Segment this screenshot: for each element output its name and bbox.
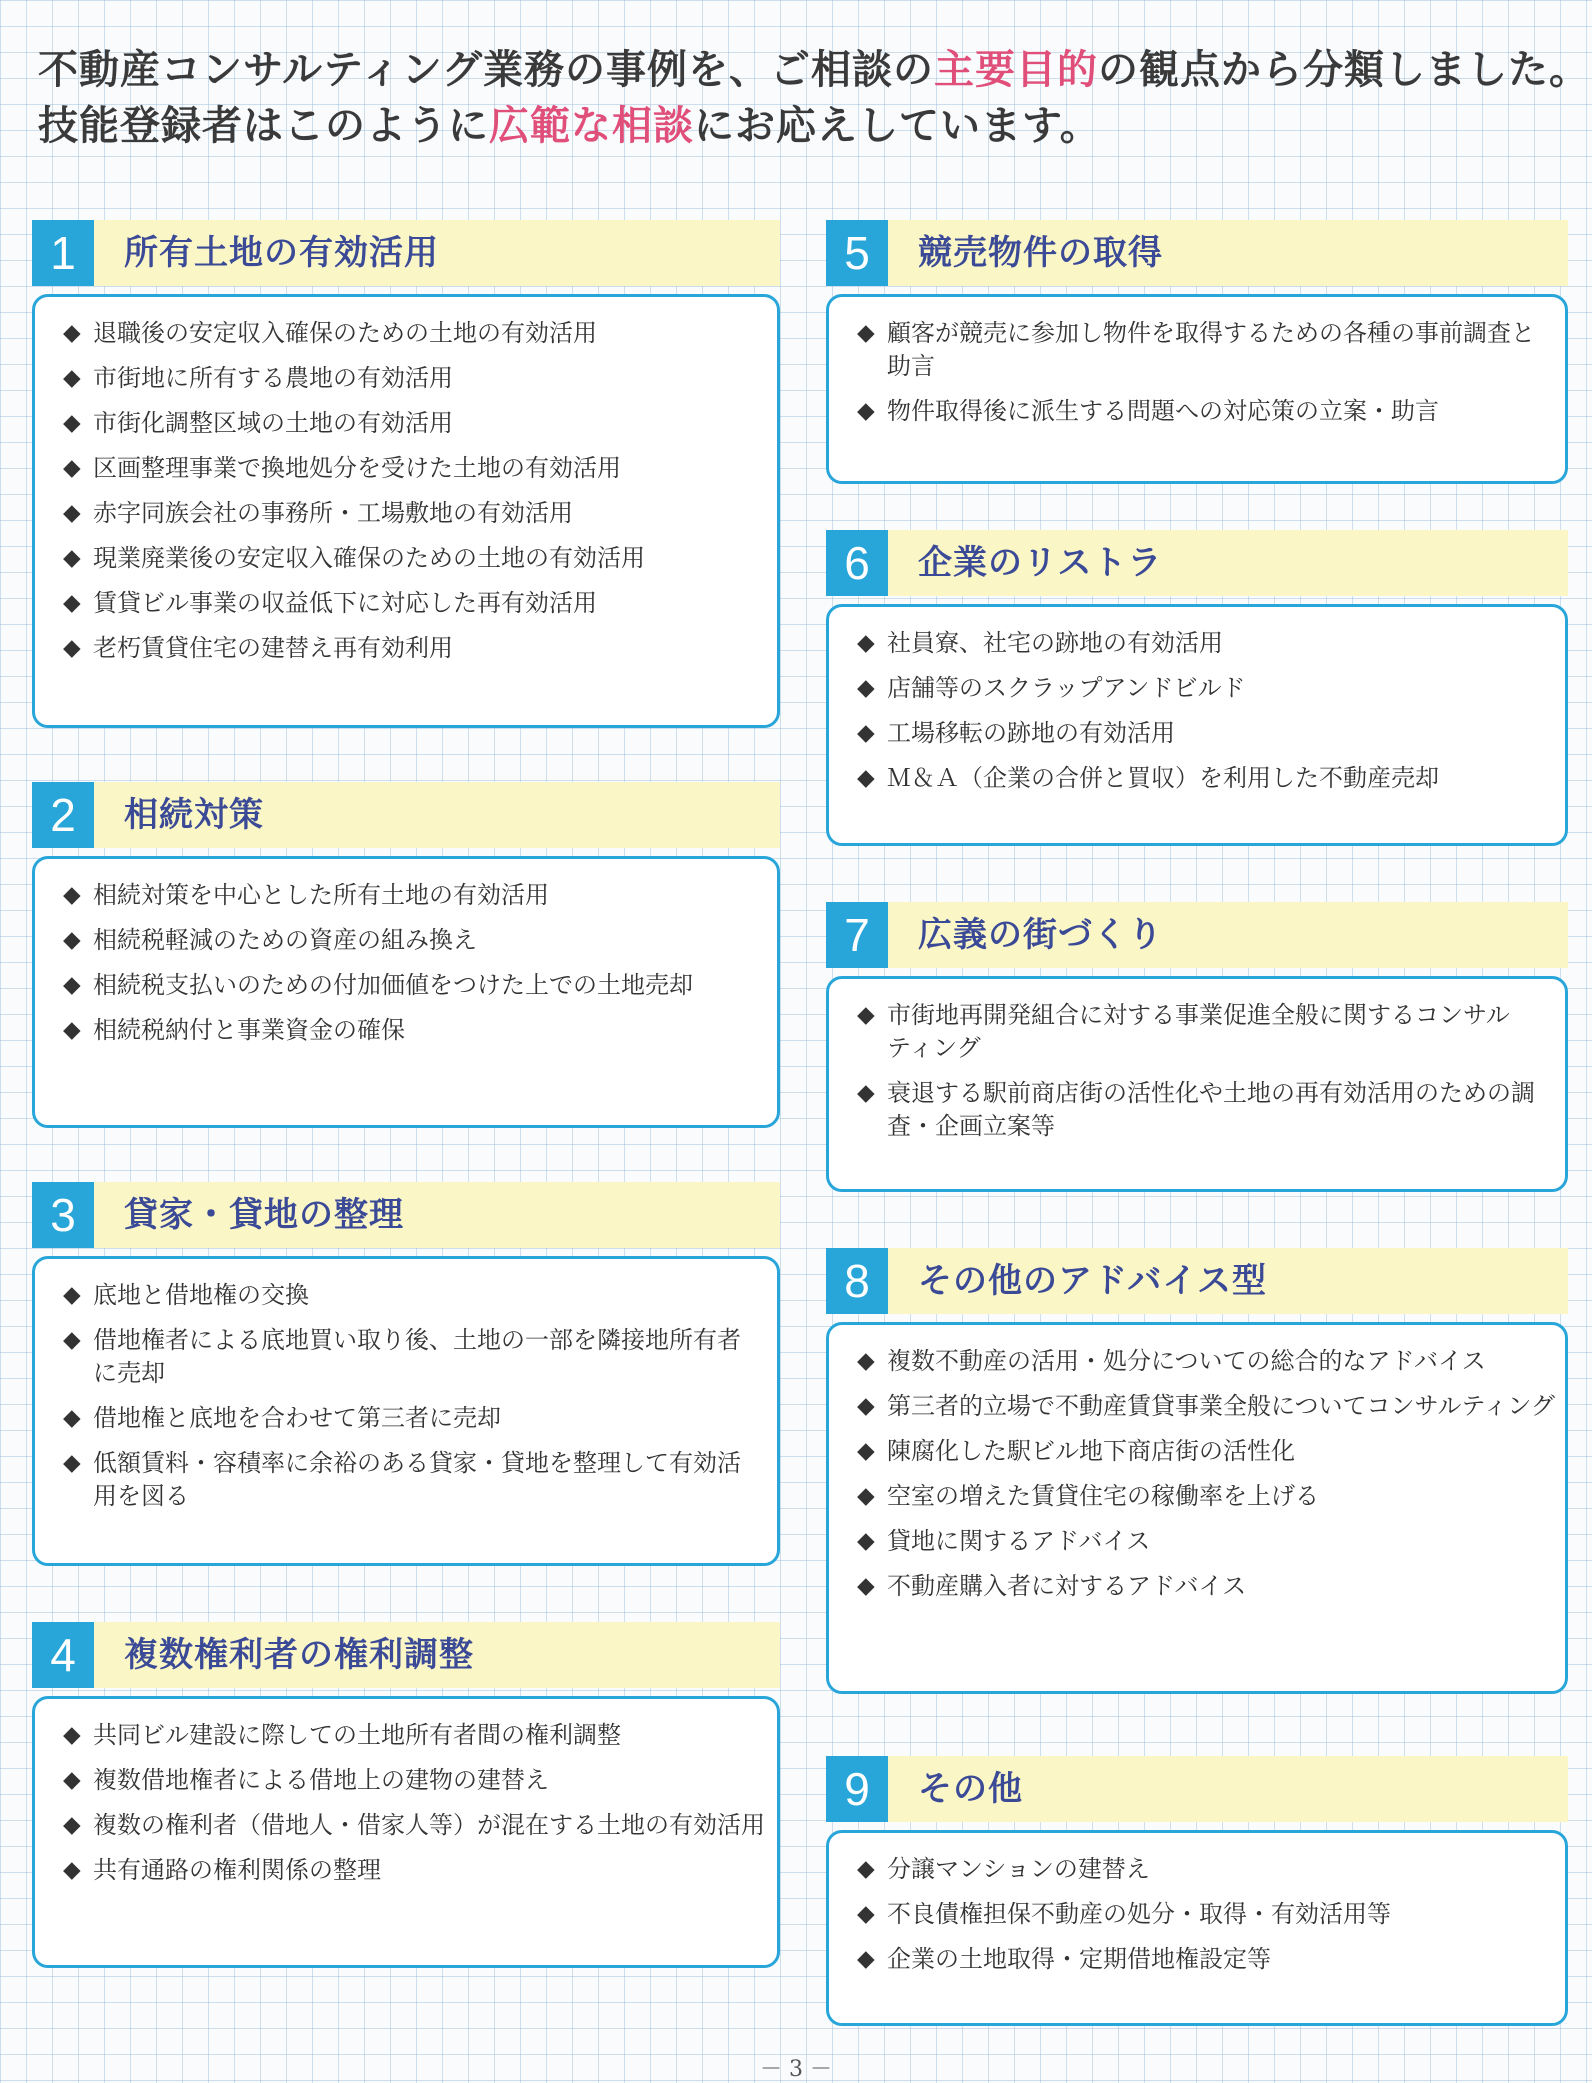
item-text: 相続税軽減のための資産の組み換え	[93, 926, 477, 954]
list-item	[63, 317, 763, 350]
section-box	[826, 976, 1568, 1192]
section-box	[32, 1256, 780, 1566]
diamond-bullet-icon: ◆	[63, 590, 81, 616]
section-title: 所有土地の有効活用	[124, 233, 439, 273]
section-1	[32, 220, 780, 728]
list-item	[857, 1077, 1547, 1143]
section-title: 広義の街づくり	[918, 915, 1163, 955]
list-item	[63, 362, 763, 395]
section-header	[826, 902, 1568, 968]
diamond-bullet-icon: ◆	[857, 1946, 875, 1972]
item-text: 第三者的立場で不動産賃貸事業全般についてコンサルティング	[887, 1392, 1555, 1420]
list-item	[63, 407, 763, 440]
item-text: 退職後の安定収入確保のための土地の有効活用	[93, 319, 597, 347]
item-text: 市街地に所有する農地の有効活用	[93, 364, 453, 392]
section-header	[826, 1248, 1568, 1314]
section-4	[32, 1622, 780, 1968]
section-title: 相続対策	[124, 795, 264, 835]
section-8	[826, 1248, 1568, 1694]
headline-emphasis: 広範な相談	[489, 103, 694, 149]
list-item	[63, 1279, 763, 1312]
section-title: その他のアドバイス型	[918, 1261, 1267, 1301]
list-item	[63, 1854, 763, 1887]
list-item	[63, 587, 763, 620]
diamond-bullet-icon: ◆	[63, 1812, 81, 1838]
headline-text: にお応えしています。	[694, 103, 1101, 149]
item-text: 低額賃料・容積率に余裕のある貸家・貸地を整理して有効活用を図る	[93, 1449, 741, 1510]
diamond-bullet-icon: ◆	[857, 1856, 875, 1882]
item-text: 企業の土地取得・定期借地権設定等	[887, 1945, 1271, 1973]
diamond-bullet-icon: ◆	[63, 927, 81, 953]
section-header	[826, 1756, 1568, 1822]
diamond-bullet-icon: ◆	[63, 410, 81, 436]
diamond-bullet-icon: ◆	[857, 1393, 875, 1419]
list-item	[63, 452, 763, 485]
diamond-bullet-icon: ◆	[857, 720, 875, 746]
section-title: 競売物件の取得	[918, 233, 1163, 273]
list-item	[857, 1898, 1551, 1931]
item-text: 空室の増えた賃貸住宅の稼働率を上げる	[887, 1482, 1319, 1510]
section-header	[32, 1622, 780, 1688]
section-header	[32, 1182, 780, 1248]
section-3	[32, 1182, 780, 1566]
diamond-bullet-icon: ◆	[857, 398, 875, 424]
list-item	[857, 395, 1551, 428]
diamond-bullet-icon: ◆	[63, 1450, 81, 1476]
diamond-bullet-icon: ◆	[63, 882, 81, 908]
item-text: 物件取得後に派生する問題への対応策の立案・助言	[887, 397, 1439, 425]
diamond-bullet-icon: ◆	[857, 1573, 875, 1599]
section-number: 5	[826, 220, 888, 286]
list-item	[857, 762, 1551, 795]
headline-emphasis: 主要目的	[934, 47, 1098, 93]
item-text: 分譲マンションの建替え	[887, 1855, 1150, 1883]
list-item	[63, 1809, 783, 1842]
section-box	[826, 294, 1568, 484]
section-2	[32, 782, 780, 1128]
section-box	[32, 294, 780, 728]
section-6	[826, 530, 1568, 846]
item-text: 賃貸ビル事業の収益低下に対応した再有効活用	[93, 589, 597, 617]
item-text: 顧客が競売に参加し物件を取得するための各種の事前調査と助言	[887, 319, 1535, 380]
list-item	[857, 717, 1551, 750]
list-item	[63, 1402, 763, 1435]
section-7	[826, 902, 1568, 1192]
section-number: 1	[32, 220, 94, 286]
page-headline	[38, 42, 1590, 154]
list-item	[857, 1390, 1567, 1423]
diamond-bullet-icon: ◆	[857, 1528, 875, 1554]
list-item	[63, 1764, 763, 1797]
list-item	[857, 1943, 1551, 1976]
list-item	[63, 924, 763, 957]
headline-line-2	[38, 98, 1568, 154]
diamond-bullet-icon: ◆	[857, 1348, 875, 1374]
diamond-bullet-icon: ◆	[857, 630, 875, 656]
list-item	[857, 999, 1527, 1065]
headline-text: 技能登録者はこのように	[38, 103, 489, 149]
section-title: 企業のリストラ	[918, 543, 1163, 583]
section-number: 8	[826, 1248, 888, 1314]
item-text: 不良債権担保不動産の処分・取得・有効活用等	[887, 1900, 1391, 1928]
list-item	[857, 1853, 1551, 1886]
item-text: 不動産購入者に対するアドバイス	[887, 1572, 1247, 1600]
diamond-bullet-icon: ◆	[857, 765, 875, 791]
section-header	[32, 220, 780, 286]
headline-text: の観点から分類しました。	[1098, 47, 1590, 93]
list-item	[63, 879, 763, 912]
section-box	[826, 1322, 1568, 1694]
list-item	[63, 497, 763, 530]
section-number: 4	[32, 1622, 94, 1688]
list-item	[857, 672, 1551, 705]
diamond-bullet-icon: ◆	[63, 635, 81, 661]
item-text: 市街化調整区域の土地の有効活用	[93, 409, 453, 437]
list-item	[857, 627, 1551, 660]
diamond-bullet-icon: ◆	[63, 1327, 81, 1353]
section-number: 2	[32, 782, 94, 848]
diamond-bullet-icon: ◆	[857, 1080, 875, 1106]
list-item	[63, 1719, 763, 1752]
section-title: 複数権利者の権利調整	[124, 1635, 474, 1675]
item-text: 借地権者による底地買い取り後、土地の一部を隣接地所有者に売却	[93, 1326, 741, 1387]
section-number: 6	[826, 530, 888, 596]
list-item	[63, 632, 763, 665]
diamond-bullet-icon: ◆	[857, 1901, 875, 1927]
section-number: 7	[826, 902, 888, 968]
item-text: 底地と借地権の交換	[93, 1281, 309, 1309]
headline-text: 不動産コンサルティング業務の事例を、ご相談の	[38, 47, 934, 93]
diamond-bullet-icon: ◆	[63, 365, 81, 391]
section-9	[826, 1756, 1568, 2026]
section-box	[32, 856, 780, 1128]
section-box	[32, 1696, 780, 1968]
section-title: 貸家・貸地の整理	[124, 1195, 404, 1235]
item-text: 複数の権利者（借地人・借家人等）が混在する土地の有効活用	[93, 1811, 765, 1839]
item-text: 工場移転の跡地の有効活用	[887, 719, 1175, 747]
diamond-bullet-icon: ◆	[857, 675, 875, 701]
diamond-bullet-icon: ◆	[63, 1282, 81, 1308]
diamond-bullet-icon: ◆	[63, 320, 81, 346]
diamond-bullet-icon: ◆	[63, 1017, 81, 1043]
item-text: 共有通路の権利関係の整理	[93, 1856, 381, 1884]
section-header	[826, 530, 1568, 596]
diamond-bullet-icon: ◆	[857, 1438, 875, 1464]
section-header	[826, 220, 1568, 286]
list-item	[63, 1014, 763, 1047]
diamond-bullet-icon: ◆	[63, 500, 81, 526]
diamond-bullet-icon: ◆	[63, 1857, 81, 1883]
list-item	[857, 1435, 1551, 1468]
list-item	[63, 1447, 753, 1513]
diamond-bullet-icon: ◆	[63, 1722, 81, 1748]
item-text: 複数不動産の活用・処分についての総合的なアドバイス	[887, 1347, 1486, 1375]
list-item	[857, 1525, 1551, 1558]
diamond-bullet-icon: ◆	[63, 1767, 81, 1793]
section-box	[826, 1830, 1568, 2026]
list-item	[63, 1324, 753, 1390]
item-text: 区画整理事業で換地処分を受けた土地の有効活用	[93, 454, 621, 482]
item-text: 社員寮、社宅の跡地の有効活用	[887, 629, 1223, 657]
item-text: 借地権と底地を合わせて第三者に売却	[93, 1404, 501, 1432]
section-header	[32, 782, 780, 848]
diamond-bullet-icon: ◆	[857, 1002, 875, 1028]
section-title: その他	[918, 1769, 1023, 1809]
list-item	[63, 542, 763, 575]
item-text: 相続税支払いのための付加価値をつけた上での土地売却	[93, 971, 693, 999]
diamond-bullet-icon: ◆	[63, 455, 81, 481]
item-text: 複数借地権者による借地上の建物の建替え	[93, 1766, 549, 1794]
list-item	[857, 317, 1557, 383]
headline-line-1	[38, 42, 1590, 98]
section-number: 9	[826, 1756, 888, 1822]
section-number: 3	[32, 1182, 94, 1248]
item-text: Ｍ＆Ａ（企業の合併と買収）を利用した不動産売却	[887, 764, 1439, 792]
page-number: － 3 －	[760, 2057, 832, 2082]
item-text: 相続対策を中心とした所有土地の有効活用	[93, 881, 549, 909]
item-text: 相続税納付と事業資金の確保	[93, 1016, 405, 1044]
item-text: 店舗等のスクラップアンドビルド	[887, 674, 1246, 702]
diamond-bullet-icon: ◆	[857, 320, 875, 346]
item-text: 共同ビル建設に際しての土地所有者間の権利調整	[93, 1721, 621, 1749]
item-text: 赤字同族会社の事務所・工場敷地の有効活用	[93, 499, 573, 527]
item-text: 老朽賃貸住宅の建替え再有効利用	[93, 634, 453, 662]
list-item	[63, 969, 723, 1002]
list-item	[857, 1480, 1551, 1513]
diamond-bullet-icon: ◆	[63, 545, 81, 571]
item-text: 衰退する駅前商店街の活性化や土地の再有効活用のための調査・企画立案等	[887, 1079, 1535, 1140]
item-text: 貸地に関するアドバイス	[887, 1527, 1151, 1555]
section-5	[826, 220, 1568, 484]
item-text: 市街地再開発組合に対する事業促進全般に関するコンサルティング	[887, 1001, 1510, 1062]
section-box	[826, 604, 1568, 846]
list-item	[857, 1570, 1551, 1603]
item-text: 現業廃業後の安定収入確保のための土地の有効活用	[93, 544, 645, 572]
diamond-bullet-icon: ◆	[63, 972, 81, 998]
diamond-bullet-icon: ◆	[857, 1483, 875, 1509]
item-text: 陳腐化した駅ビル地下商店街の活性化	[887, 1437, 1295, 1465]
diamond-bullet-icon: ◆	[63, 1405, 81, 1431]
list-item	[857, 1345, 1551, 1378]
